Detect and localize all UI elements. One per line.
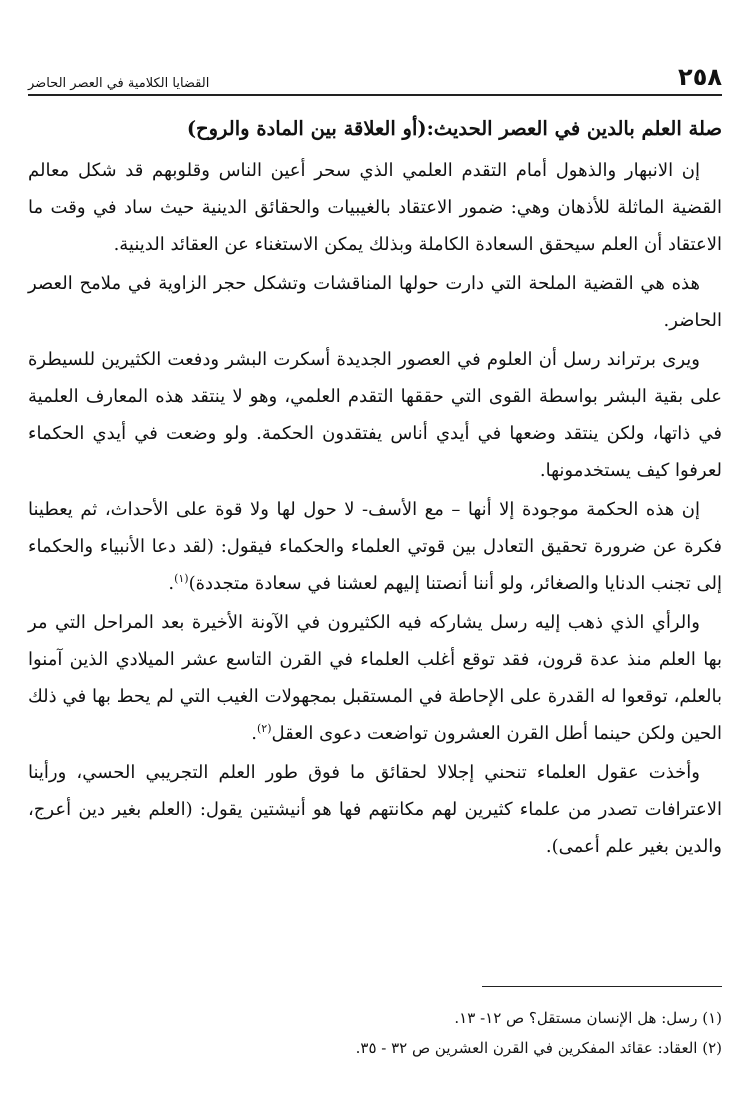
paragraph-text: إن الانبهار والذهول أمام التقدم العلمي الذي سحر أعين الناس وقلوبهم قد شكل معالم القضية الماثلة للأذهان وهي: ضمور الاعتقاد بالغيبيات والحقائق الدينية حيث ساد في وقت ما الاعتقاد أن العلم سيحقق السعادة الكاملة وبذلك يمكن الاستغناء عن العقائد الدينية. — [28, 160, 722, 255]
page-header — [28, 62, 722, 96]
paragraph-text: والرأي الذي ذهب إليه رسل يشاركه فيه الكثيرون في الآونة الأخيرة بعد المراحل التي مر بها العلم منذ عدة قرون، فقد توقع أغلب العلماء في القرن التاسع عشر الميلادي الذين آمنوا بالعلم، توقعوا له القدرة على الإحاطة في المستقبل بمجهولات الغيب التي لم يحط بها في ذلك الحين ولكن حينما أطل القرن العشرون تواضعت دعوى العقل — [28, 612, 722, 744]
footnote-divider — [482, 986, 722, 987]
footnote-item: (٢) العقاد: عقائد المفكرين في القرن العشرين ص ٣٢ - ٣٥. — [355, 1039, 722, 1057]
paragraph — [28, 754, 722, 865]
paragraph — [28, 265, 722, 339]
footnote-item: (١) رسل: هل الإنسان مستقل؟ ص ١٢- ١٣. — [454, 1009, 722, 1027]
paragraph — [28, 491, 722, 602]
footnote-ref[interactable]: (١) — [174, 572, 189, 585]
paragraph-tail: . — [168, 573, 175, 594]
footnote-ref[interactable]: (٢) — [257, 722, 272, 735]
paragraph — [28, 152, 722, 263]
paragraph-text: هذه هي القضية الملحة التي دارت حولها المناقشات وتشكل حجر الزاوية في ملامح العصر الحاضر. — [28, 273, 722, 331]
section-title: صلة العلم بالدين في العصر الحديث:(أو العلاقة بين المادة والروح) — [186, 117, 722, 140]
paragraph-text: ويرى برتراند رسل أن العلوم في العصور الجديدة أسكرت البشر ودفعت الكثيرين للسيطرة على بقية البشر بواسطة القوى التي حققها التقدم العلمي، وهو لا ينتقد هذه المعارف العلمية في ذاتها، ولكن ينتقد وضعها في أيدي أناس يفتقدون الحكمة. ولو وضعت في أيدي الحكماء لعرفوا كيف يستخدمونها. — [28, 349, 722, 481]
paragraph — [28, 341, 722, 489]
footnotes — [28, 1003, 722, 1063]
paragraph-tail: . — [251, 723, 257, 744]
paragraph — [28, 604, 722, 752]
page-number: ٢٥٨ — [678, 63, 722, 91]
running-head: القضايا الكلامية في العصر الحاضر — [28, 76, 210, 91]
paragraph-text: إن هذه الحكمة موجودة إلا أنها – مع الأسف- لا حول لها ولا قوة على الأحداث، ثم يعطينا فكرة عن ضرورة تحقيق التعادل بين قوتي العلماء والحكماء فيقول: (لقد دعا الأنبياء والحكماء إلى تجنب الدنايا والصغائر، ولو أننا أنصتنا إليهم لعشنا في سعادة متجددة) — [28, 499, 722, 594]
paragraph-text: وأخذت عقول العلماء تنحني إجلالا لحقائق ما فوق طور العلم التجريبي الحسي، ورأينا الاعترافات تصدر من علماء كثيرين لهم مكانتهم فها هو أنيشتين يقول: (العلم بغير دين أعرج، والدين بغير علم أعمى). — [28, 762, 722, 857]
body-text — [28, 110, 722, 867]
